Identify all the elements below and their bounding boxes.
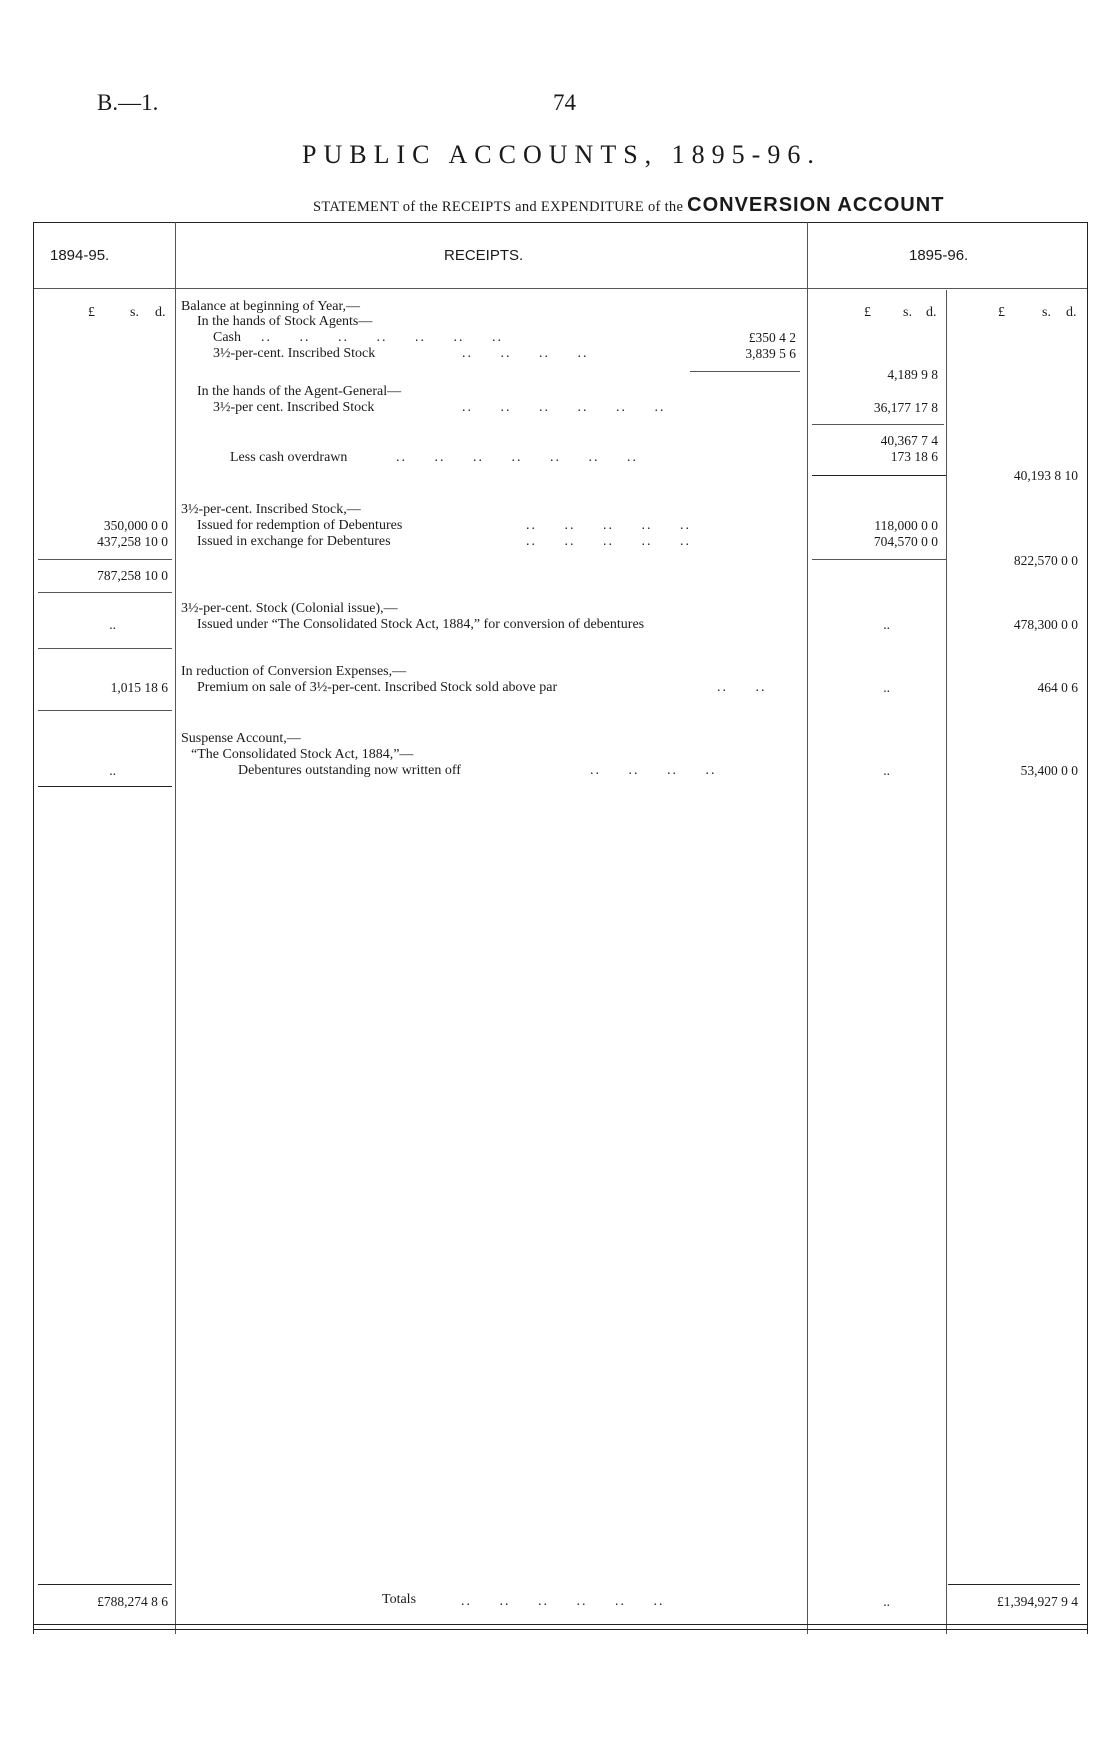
leader-dots: .. .. .. .. .. .. [461, 1594, 665, 1609]
conversion-mid: .. [883, 680, 890, 695]
cash-label: Cash [213, 330, 241, 345]
unit-d-prev: d. [155, 305, 166, 320]
totals-double-rule-top [33, 1624, 1087, 1625]
unit-d-mid: d. [926, 305, 937, 320]
leader-dots: .. .. .. .. [590, 763, 717, 778]
colonial-mid: .. [883, 617, 890, 632]
balance-heading: Balance at beginning of Year,— [181, 299, 361, 314]
statement-subtitle [313, 194, 944, 217]
suspense-act: “The Consolidated Stock Act, 1884,”— [191, 747, 414, 762]
exchange-label: Issued in exchange for Debentures [197, 534, 391, 549]
redemption-prev: 350,000 0 0 [103, 518, 168, 533]
net-rule [812, 475, 946, 476]
column-header-receipts: RECEIPTS. [444, 247, 524, 264]
right-border [1087, 222, 1088, 1634]
suspense-mid: .. [883, 763, 890, 778]
totals-curr-top-rule [948, 1584, 1080, 1585]
header-bottom-rule [33, 288, 1087, 289]
cash-amount: £350 4 2 [748, 330, 796, 345]
table-top-rule [33, 222, 1087, 223]
leader-dots: .. .. .. .. .. .. .. [261, 330, 503, 345]
suspense-prev-rule [38, 786, 172, 787]
unit-s-mid: s. [903, 305, 912, 320]
conversion-prev-rule [38, 710, 172, 711]
leader-dots: .. .. .. .. .. [526, 534, 691, 549]
leader-dots: .. .. .. .. .. [526, 518, 691, 533]
divider-prev-receipts [175, 222, 176, 1634]
leader-dots: .. .. .. .. .. .. .. [396, 450, 638, 465]
inscribed-total-curr: 822,570 0 0 [1013, 553, 1078, 568]
less-cash-overdrawn-label: Less cash overdrawn [230, 450, 348, 465]
agent-general-heading: In the hands of the Agent-General— [197, 384, 402, 399]
agents-stock-amount: 3,839 5 6 [745, 346, 796, 361]
column-header-1894-95: 1894-95. [50, 247, 110, 264]
totals-prev-top-rule [38, 1584, 172, 1585]
unit-d-curr: d. [1066, 305, 1077, 320]
conversion-prev: 1,015 18 6 [110, 680, 168, 695]
inscribed-total-prev: 787,258 10 0 [97, 568, 168, 583]
conversion-line: Premium on sale of 3½-per-cent. Inscribed Stock sold above par [197, 680, 558, 695]
balance-net: 40,193 8 10 [1013, 468, 1078, 483]
conversion-curr: 464 0 6 [1037, 680, 1078, 695]
page-title: PUBLIC ACCOUNTS, 1895-96. [302, 140, 821, 169]
exchange-prev: 437,258 10 0 [97, 534, 168, 549]
redemption-curr: 118,000 0 0 [874, 518, 938, 533]
colonial-prev: .. [109, 617, 116, 632]
suspense-line: Debentures outstanding now written off [238, 763, 461, 778]
totals-double-rule-bottom [33, 1629, 1087, 1630]
column-header-1895-96: 1895-96. [909, 247, 969, 264]
balance-sum: 40,367 7 4 [880, 433, 938, 448]
divider-receipts-curr [807, 222, 808, 1634]
conversion-heading: In reduction of Conversion Expenses,— [181, 664, 407, 679]
agents-stock-label: 3½-per-cent. Inscribed Stock [213, 346, 376, 361]
inscribed-heading: 3½-per-cent. Inscribed Stock,— [181, 502, 361, 517]
unit-pound-curr: £ [998, 305, 1005, 320]
totals-curr: £1,394,927 9 4 [997, 1594, 1078, 1609]
subtotal-rule [690, 371, 800, 372]
prev-total-under-rule [38, 592, 172, 593]
colonial-line: Issued under “The Consolidated Stock Act, 1884,” for conversion of debentures [197, 617, 645, 632]
unit-s-curr: s. [1042, 305, 1051, 320]
subtitle-account: CONVERSION ACCOUNT [687, 194, 945, 216]
curr-total-rule [812, 559, 946, 560]
leader-dots: .. .. .. .. .. .. [462, 400, 666, 415]
exchange-curr: 704,570 0 0 [873, 534, 938, 549]
subtitle-prefix: STATEMENT of the RECEIPTS and EXPENDITURE of the [313, 199, 684, 215]
divider-curr-inner [946, 290, 947, 1634]
suspense-curr: 53,400 0 0 [1020, 763, 1078, 778]
colonial-curr: 478,300 0 0 [1013, 617, 1078, 632]
stock-agents-heading: In the hands of Stock Agents— [197, 314, 373, 329]
unit-s-prev: s. [130, 305, 139, 320]
suspense-prev: .. [109, 763, 116, 778]
agent-general-amount: 36,177 17 8 [873, 400, 938, 415]
suspense-heading: Suspense Account,— [181, 731, 301, 746]
unit-pound-mid: £ [864, 305, 871, 320]
leader-dots: .. .. [717, 680, 767, 695]
less-cash-overdrawn-amount: 173 18 6 [890, 449, 938, 464]
totals-label: Totals [382, 1592, 417, 1607]
page-number: 74 [553, 90, 576, 115]
document-reference: B.—1. [97, 90, 159, 115]
colonial-prev-rule [38, 648, 172, 649]
agents-subtotal: 4,189 9 8 [887, 367, 938, 382]
totals-prev: £788,274 8 6 [97, 1594, 168, 1609]
agent-general-stock-label: 3½-per cent. Inscribed Stock [213, 400, 375, 415]
leader-dots: .. .. .. .. [462, 346, 589, 361]
unit-pound-prev: £ [88, 305, 95, 320]
colonial-heading: 3½-per-cent. Stock (Colonial issue),— [181, 601, 398, 616]
totals-mid: .. [883, 1594, 890, 1609]
sum-rule [812, 424, 944, 425]
left-border [33, 222, 34, 1634]
prev-total-rule [38, 559, 172, 560]
redemption-label: Issued for redemption of Debentures [197, 518, 403, 533]
